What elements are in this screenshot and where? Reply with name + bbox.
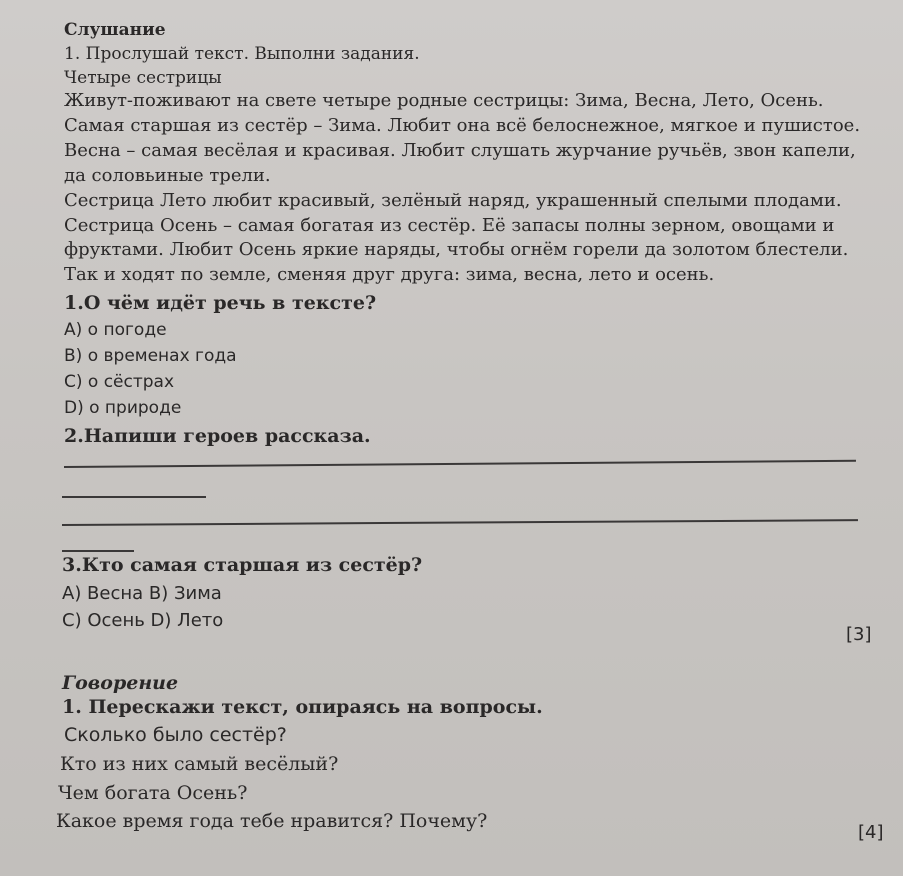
question-2-text: 2.Напиши героев рассказа. xyxy=(64,425,371,447)
task-instruction-listening: 1. Прослушай текст. Выполни задания. xyxy=(64,44,420,64)
answer-line xyxy=(62,519,858,526)
task-instruction-speaking: 1. Перескажи текст, опираясь на вопросы. xyxy=(62,696,543,718)
question-3-options-row-1: А) Весна В) Зима xyxy=(62,583,222,604)
story-line: Сестрица Осень – самая богатая из сестёр. Её запасы полны зерном, овощами и xyxy=(64,215,835,236)
section-title-listening: Слушание xyxy=(64,20,166,40)
score-speaking: [4] xyxy=(858,822,884,843)
speaking-question: Чем богата Осень? xyxy=(58,782,248,804)
question-1-option-a: А) о погоде xyxy=(64,320,167,340)
speaking-question: Кто из них самый весёлый? xyxy=(60,753,339,775)
question-1-option-b: В) о временах года xyxy=(64,346,237,366)
question-1-option-d: D) о природе xyxy=(64,398,182,418)
speaking-question: Сколько было сестёр? xyxy=(64,724,287,746)
story-line: Самая старшая из сестёр – Зима. Любит она всё белоснежное, мягкое и пушистое. xyxy=(64,115,861,136)
answer-line xyxy=(64,460,856,468)
speaking-question: Какое время года тебе нравится? Почему? xyxy=(56,810,488,832)
story-line: Сестрица Лето любит красивый, зелёный наряд, украшенный спелыми плодами. xyxy=(64,190,842,211)
story-line: Живут-поживают на свете четыре родные сестрицы: Зима, Весна, Лето, Осень. xyxy=(64,90,824,111)
answer-line xyxy=(62,496,206,498)
story-line: Весна – самая весёлая и красивая. Любит слушать журчание ручьёв, звон капели, xyxy=(64,140,856,161)
story-line: фруктами. Любит Осень яркие наряды, чтобы огнём горели да золотом блестели. xyxy=(64,239,849,260)
story-line: да соловьиные трели. xyxy=(64,165,271,186)
question-3-text: 3.Кто самая старшая из сестёр? xyxy=(62,554,423,576)
question-1-text: 1.О чём идёт речь в тексте? xyxy=(64,292,377,314)
question-3-options-row-2: С) Осень D) Лето xyxy=(62,610,224,631)
section-title-speaking: Говорение xyxy=(62,672,179,694)
answer-line xyxy=(62,550,134,552)
story-line: Так и ходят по земле, сменяя друг друга: зима, весна, лето и осень. xyxy=(64,264,715,285)
question-1-option-c: С) о сёстрах xyxy=(64,372,175,392)
score-listening: [3] xyxy=(846,624,872,645)
story-title: Четыре сестрицы xyxy=(64,68,222,88)
